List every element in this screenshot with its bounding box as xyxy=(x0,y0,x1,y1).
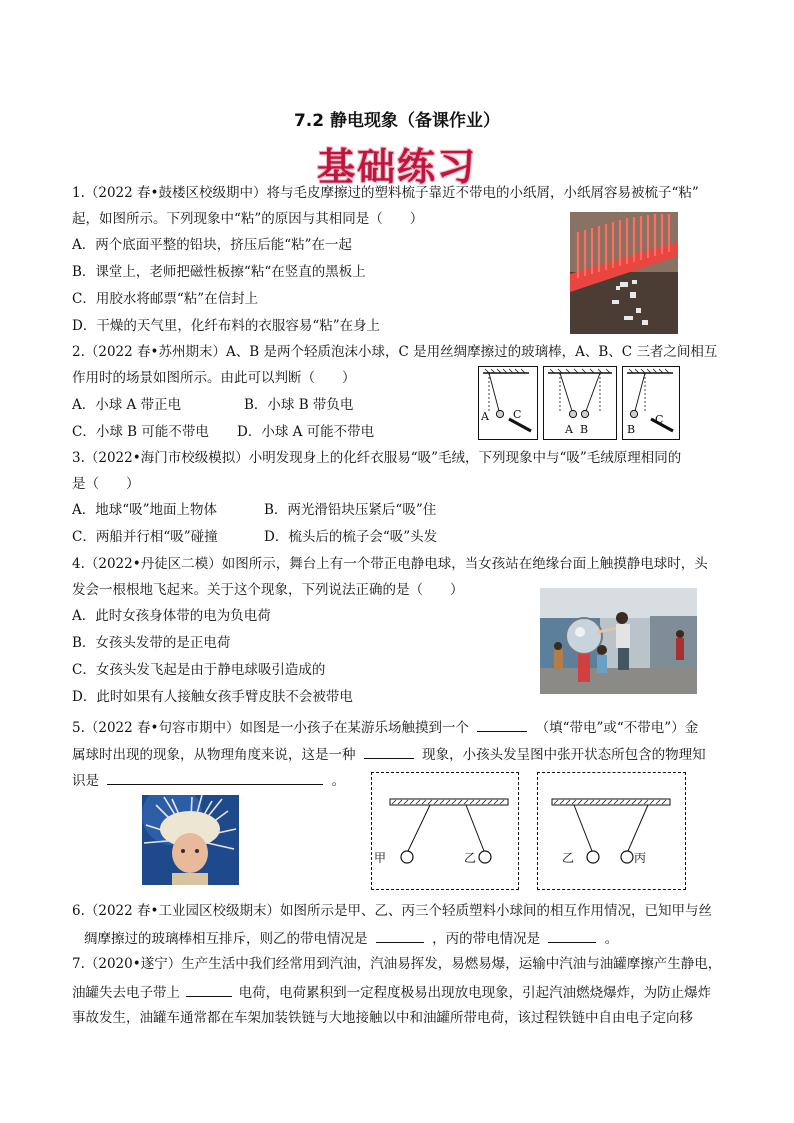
q3-stem-line2: 是（ ） xyxy=(72,476,140,492)
q5-line3-text-a: 识是 xyxy=(72,773,99,789)
q7-line2-text-b: 电荷，电荷累积到一定程度极易出现放电现象，引起汽油燃烧爆炸，为防止爆炸 xyxy=(238,985,712,1001)
q2-fig-panel-1 xyxy=(478,366,538,440)
q1-option-b: B．课堂上，老师把磁性板擦“粘“在竖直的黑板上 xyxy=(72,264,366,280)
q5-stem-line1 xyxy=(72,718,698,737)
q5-stem-line3 xyxy=(72,771,345,790)
comb-photo xyxy=(570,212,678,334)
q5-line2-text-b: 现象，小孩头发呈图中张开状态所包含的物理知 xyxy=(422,747,706,763)
q7-stem-line3: 事故发生，油罐车通常都在车架加装铁链与大地接触以中和油罐所带电荷，该过程铁链中自由电子定向移 xyxy=(72,1010,693,1026)
q2-fig-label-c3: C xyxy=(655,413,664,426)
child-hair-photo xyxy=(142,795,239,885)
q4-stem-line1: 4.（2022•丹徒区二模）如图所示，舞台上有一个带正电静电球，当女孩站在绝缘台面上触摸静电球时，头 xyxy=(72,556,708,572)
q4-option-c: C．女孩头发飞起是由于静电球吸引造成的 xyxy=(72,662,326,678)
q5-fig-panel-left xyxy=(371,772,519,890)
q5-fig-label-yi-left: 乙 xyxy=(464,851,477,865)
q5-line1-text-b: （填“带电”或“不带电”）金 xyxy=(535,720,699,736)
q2-fig-label-b3: B xyxy=(627,423,636,436)
q5-blank-3[interactable] xyxy=(107,771,323,785)
q5-line1-text-a: 5.（2022 春•句容市期中）如图是一小孩子在某游乐场触摸到一个 xyxy=(72,720,469,736)
q2-fig-panel-3 xyxy=(622,366,680,440)
q7-stem-line2 xyxy=(72,983,711,1002)
q6-line2-text-b: ，丙的带电情况是 xyxy=(432,931,541,947)
q2-fig-label-a2: A xyxy=(565,423,573,436)
q2-fig-label-b2: B xyxy=(580,423,589,436)
q3-option-b: B．两光滑铅块压紧后“吸”住 xyxy=(264,502,437,518)
q6-blank-2[interactable] xyxy=(548,929,596,943)
q6-blank-1[interactable] xyxy=(376,929,424,943)
q2-option-b: B．小球 B 带负电 xyxy=(244,397,354,413)
q5-stem-line2 xyxy=(72,745,706,764)
static-ball-girl-photo xyxy=(540,588,697,694)
q5-line3-text-b: 。 xyxy=(331,773,346,789)
q1-option-a: A．两个底面平整的铅块，挤压后能“粘”在一起 xyxy=(72,237,353,253)
q2-stem-line2: 作用时的场景如图所示。由此可以判断（ ） xyxy=(72,370,356,386)
q3-option-c: C．两船并行相“吸”碰撞 xyxy=(72,529,218,545)
q6-stem-line1: 6.（2022 春•工业园区校级期末）如图所示是甲、乙、丙三个轻质塑料小球间的相互作用情况，已知甲与丝 xyxy=(72,903,712,919)
q2-fig-label-a1: A xyxy=(481,410,489,423)
page-title: 7.2 静电现象（备课作业） xyxy=(293,111,501,131)
q5-fig-label-yi-right: 乙 xyxy=(562,851,575,865)
q3-option-d: D．梳头后的梳子会“吸”头发 xyxy=(264,529,438,545)
q7-stem-line1: 7.（2020•遂宁）生产生活中我们经常用到汽油，汽油易挥发，易燃易爆，运输中汽油与油罐摩擦产生静电， xyxy=(72,956,722,972)
q4-stem-line2: 发会一根根地飞起来。关于这个现象，下列说法正确的是（ ） xyxy=(72,582,464,598)
q2-stem-line1: 2.（2022 春•苏州期末）A、B 是两个轻质泡沫小球，C 是用丝绸摩擦过的玻璃棒，A、B、C 三者之间相互 xyxy=(72,344,718,360)
q5-blank-1[interactable] xyxy=(477,718,527,732)
q2-option-a: A．小球 A 带正电 xyxy=(72,397,182,413)
q1-stem-line2: 起，如图所示。下列现象中“粘”的原因与其相同是（ ） xyxy=(72,211,424,227)
q2-fig-label-c1: C xyxy=(513,408,522,421)
q2-option-c: C．小球 B 可能不带电 xyxy=(72,424,209,440)
q3-stem-line1: 3.（2022•海门市校级模拟）小明发现身上的化纤衣服易“吸”毛绒，下列现象中与“吸”毛绒原理相同的 xyxy=(72,450,682,466)
q1-option-d: D．干燥的天气里，化纤布料的衣服容易“粘”在身上 xyxy=(72,318,381,334)
q5-line2-text-a: 属球时出现的现象，从物理角度来说，这是一种 xyxy=(72,747,356,763)
q5-fig-label-bing: 丙 xyxy=(634,851,647,865)
q4-option-b: B．女孩头发带的是正电荷 xyxy=(72,635,231,651)
q1-option-c: C．用胶水将邮票“粘”在信封上 xyxy=(72,291,259,307)
q6-line2-text-a: 绸摩擦过的玻璃棒相互排斥，则乙的带电情况是 xyxy=(84,931,368,947)
q1-stem-line1: 1.（2022 春•鼓楼区校级期中）将与毛皮摩擦过的塑料梳子靠近不带电的小纸屑，小纸屑容易被梳子“粘” xyxy=(72,185,699,201)
q7-blank-1[interactable] xyxy=(186,983,232,997)
q5-fig-panel-right xyxy=(537,772,686,890)
q5-fig-label-jia: 甲 xyxy=(374,851,387,865)
q4-option-a: A．此时女孩身体带的电为负电荷 xyxy=(72,608,271,624)
q7-line2-text-a: 油罐失去电子带上 xyxy=(72,985,180,1001)
q5-blank-2[interactable] xyxy=(364,745,414,759)
q6-stem-line2 xyxy=(84,929,618,948)
q2-fig-panel-2 xyxy=(543,366,617,440)
q3-option-a: A．地球“吸”地面上物体 xyxy=(72,502,218,518)
q4-option-d: D．此时如果有人接触女孩手臂皮肤不会被带电 xyxy=(72,689,353,705)
q6-line2-text-c: 。 xyxy=(604,931,619,947)
q2-option-d: D．小球 A 可能不带电 xyxy=(237,424,375,440)
section-banner: 基础练习 xyxy=(316,144,477,189)
